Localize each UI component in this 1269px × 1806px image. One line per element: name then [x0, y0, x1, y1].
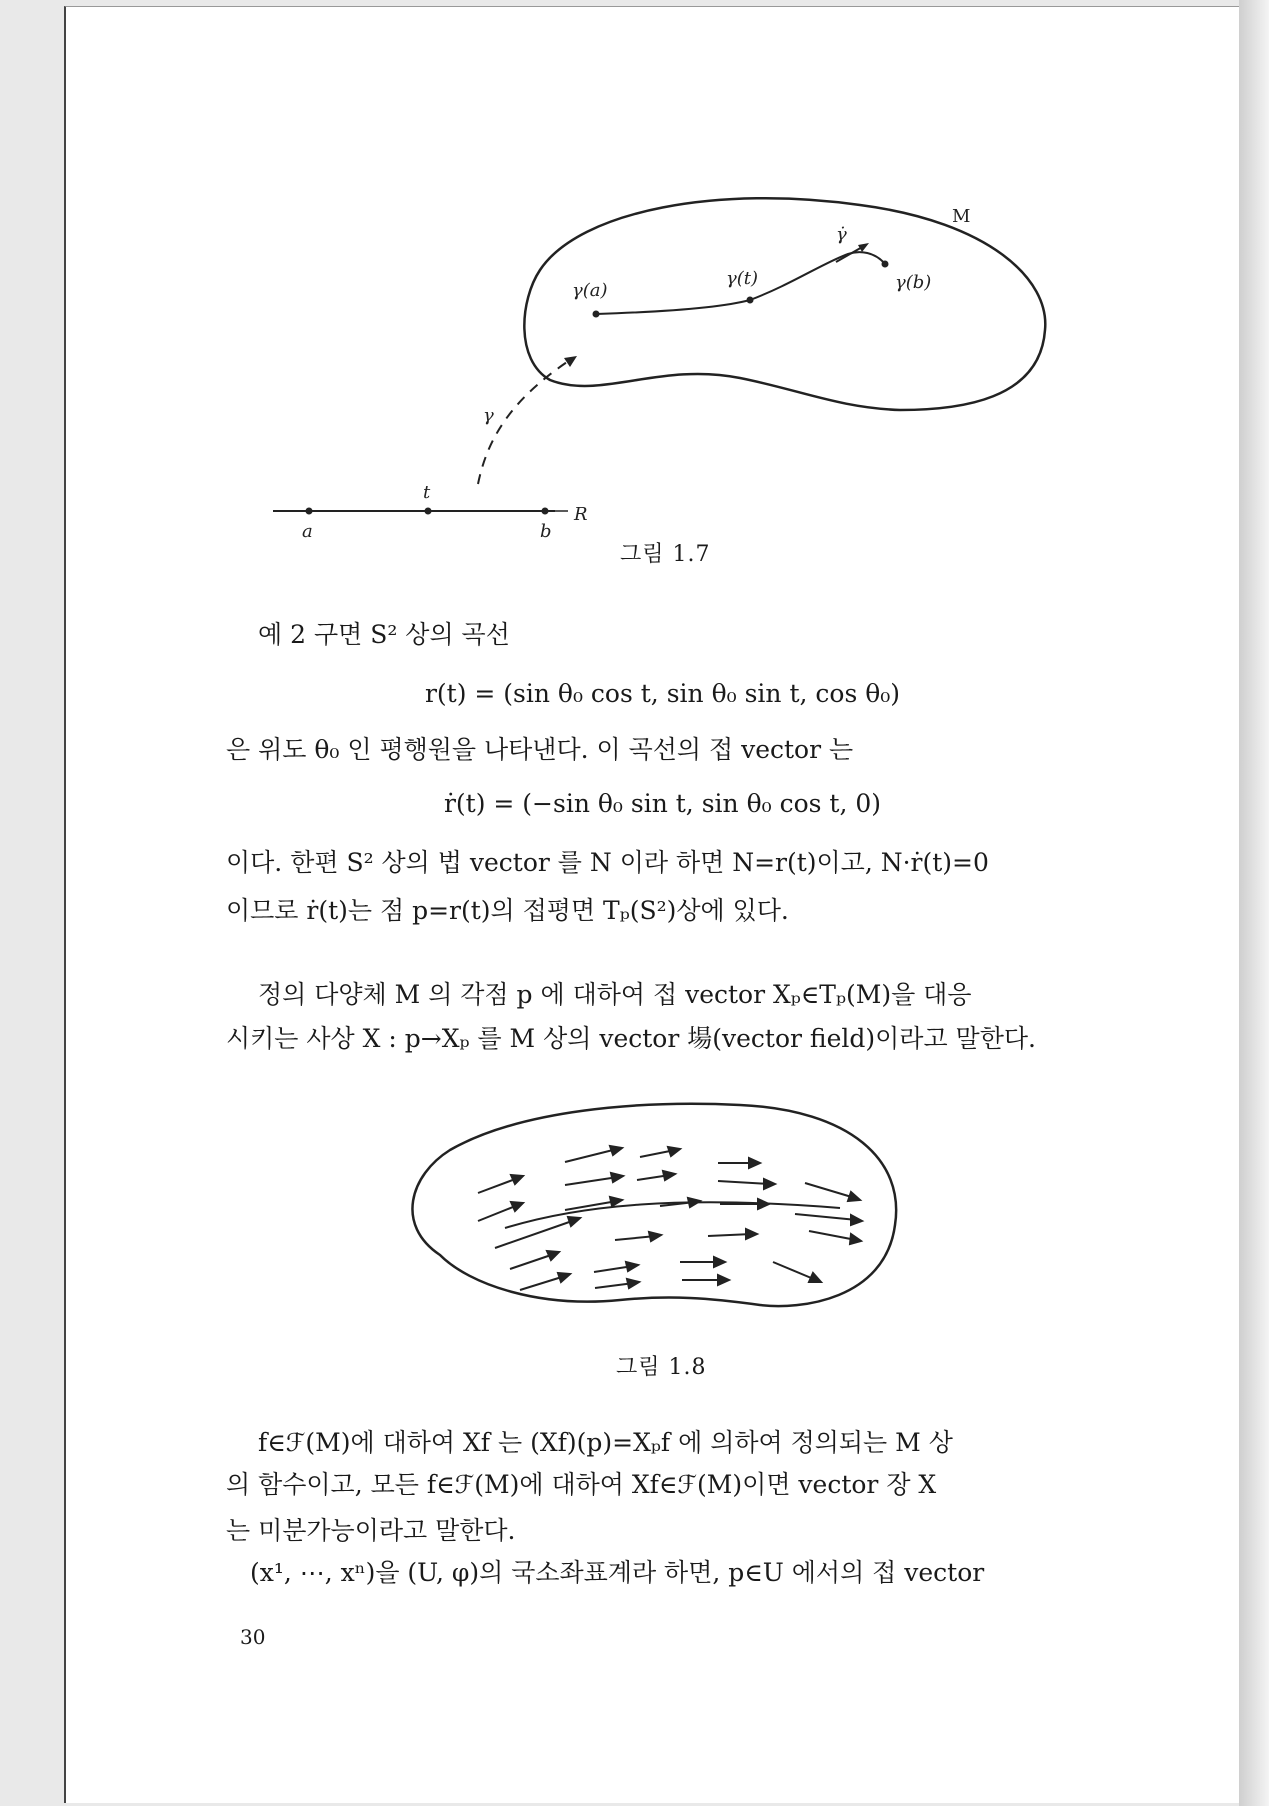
label-gamma-a: γ(a): [572, 280, 608, 301]
example2-heading-line: 예 2 구면 S² 상의 곡선: [258, 620, 510, 649]
paragraph-line-2: 의 함수이고, 모든 f∈ℱ(M)에 대하여 Xf∈ℱ(M)이면 vector 장 X: [226, 1470, 937, 1499]
example2-line-3: 이다. 한편 S² 상의 법 vector 를 N 이라 하면 N=r(t)이고, N·ṙ(t)=0: [226, 848, 989, 877]
page-number: 30: [240, 1625, 266, 1649]
paragraph-line-4: (x¹, ⋯, xⁿ)을 (U, φ)의 국소좌표계라 하면, p∈U 에서의 접 vector: [250, 1558, 985, 1587]
label-gamma-dot: γ̇: [836, 224, 847, 245]
label-b: b: [540, 521, 552, 542]
label-t: t: [423, 482, 431, 503]
example2-line-4: 이므로 ṙ(t)는 점 p=r(t)의 접평면 Tₚ(S²)상에 있다.: [226, 896, 789, 925]
label-manifold: M: [952, 206, 971, 227]
definition-line-1: 정의 다양체 M 의 각점 p 에 대하여 접 vector Xₚ∈Tₚ(M)을 대응: [258, 980, 972, 1009]
label-a: a: [302, 521, 313, 542]
example2-equation-2: ṙ(t) = (−sin θ₀ sin t, sin θ₀ cos t, 0): [443, 789, 882, 818]
label-gamma-b: γ(b): [895, 272, 932, 293]
label-R: R: [574, 504, 588, 525]
region-outline: [412, 1104, 896, 1306]
figure-1-7-caption: 그림 1.7: [620, 542, 711, 567]
integral-curve: [505, 1202, 840, 1228]
paragraph-line-3: 는 미분가능이라고 말한다.: [226, 1516, 516, 1545]
label-gamma-map: γ: [483, 405, 494, 426]
paragraph-line-1: f∈ℱ(M)에 대하여 Xf 는 (Xf)(p)=Xₚf 에 의하여 정의되는 M 상: [258, 1428, 953, 1457]
example2-line-2: 은 위도 θ₀ 인 평행원을 나타낸다. 이 곡선의 접 vector 는: [226, 735, 854, 764]
example2-equation-1: r(t) = (sin θ₀ cos t, sin θ₀ sin t, cos θ₀): [424, 679, 901, 708]
figure-1-8-caption: 그림 1.8: [616, 1355, 707, 1380]
vector-field-arrows: [478, 1146, 862, 1290]
definition-line-2: 시키는 사상 X : p→Xₚ 를 M 상의 vector 場(vector field)이라고 말한다.: [226, 1024, 1036, 1053]
label-gamma-t: γ(t): [726, 268, 759, 289]
